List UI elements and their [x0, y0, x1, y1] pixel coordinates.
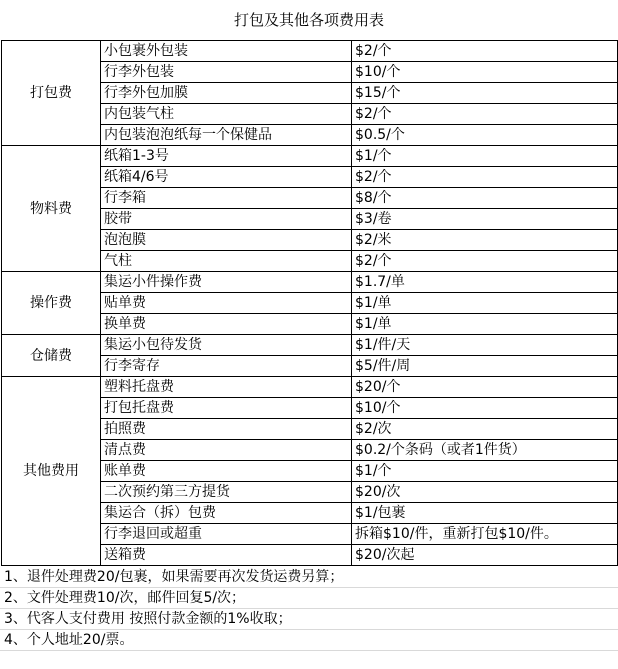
item-cell: 泡泡膜 — [101, 230, 352, 251]
price-cell: $10/个 — [352, 398, 618, 419]
item-cell: 拍照费 — [101, 419, 352, 440]
item-cell: 小包裹外包装 — [101, 41, 352, 62]
price-cell: $1/单 — [352, 293, 618, 314]
table-row — [2, 272, 618, 293]
note-line: 1、退件处理费20/包裹，如果需要再次发货运费另算； — [0, 567, 618, 588]
price-cell: $2/个 — [352, 251, 618, 272]
item-cell: 行李退回或超重 — [101, 524, 352, 545]
item-cell: 纸箱1-3号 — [101, 146, 352, 167]
item-cell: 气柱 — [101, 251, 352, 272]
price-cell: $2/个 — [352, 104, 618, 125]
item-cell: 内包装气柱 — [101, 104, 352, 125]
note-line: 2、文件处理费10/次，邮件回复5/次； — [0, 588, 618, 609]
item-cell: 内包装泡泡纸每一个保健品 — [101, 125, 352, 146]
item-cell: 清点费 — [101, 440, 352, 461]
note-line: 4、个人地址20/票。 — [0, 630, 618, 651]
table-row — [2, 146, 618, 167]
sheet-title: 打包及其他各项费用表 — [233, 11, 384, 29]
price-cell: $15/个 — [352, 83, 618, 104]
table-row — [2, 377, 618, 398]
price-cell: $20/个 — [352, 377, 618, 398]
price-cell: $5/件/周 — [352, 356, 618, 377]
table-row — [2, 41, 618, 62]
category-cell: 其他费用 — [2, 377, 101, 566]
price-cell: $1/个 — [352, 461, 618, 482]
price-cell: 拆箱$10/件，重新打包$10/件。 — [352, 524, 618, 545]
item-cell: 行李外包装 — [101, 62, 352, 83]
item-cell: 换单费 — [101, 314, 352, 335]
item-cell: 行李外包加膜 — [101, 83, 352, 104]
category-cell: 物料费 — [2, 146, 101, 272]
price-cell: $1/件/天 — [352, 335, 618, 356]
price-cell: $2/个 — [352, 167, 618, 188]
notes-section — [0, 567, 618, 651]
price-cell: $0.5/个 — [352, 125, 618, 146]
item-cell: 集运合（拆）包费 — [101, 503, 352, 524]
category-cell: 操作费 — [2, 272, 101, 335]
price-cell: $1.7/单 — [352, 272, 618, 293]
table-row — [2, 335, 618, 356]
item-cell: 二次预约第三方提货 — [101, 482, 352, 503]
price-cell: $0.2/个条码（或者1件货） — [352, 440, 618, 461]
price-cell: $10/个 — [352, 62, 618, 83]
item-cell: 胶带 — [101, 209, 352, 230]
price-cell: $1/个 — [352, 146, 618, 167]
item-cell: 贴单费 — [101, 293, 352, 314]
item-cell: 账单费 — [101, 461, 352, 482]
item-cell: 纸箱4/6号 — [101, 167, 352, 188]
price-cell: $20/次起 — [352, 545, 618, 566]
item-cell: 打包托盘费 — [101, 398, 352, 419]
price-cell: $1/包裹 — [352, 503, 618, 524]
item-cell: 集运小件操作费 — [101, 272, 352, 293]
price-cell: $1/单 — [352, 314, 618, 335]
price-cell: $3/卷 — [352, 209, 618, 230]
item-cell: 集运小包待发货 — [101, 335, 352, 356]
fee-table-body — [2, 41, 618, 566]
category-cell: 打包费 — [2, 41, 101, 146]
price-cell: $2/米 — [352, 230, 618, 251]
item-cell: 塑料托盘费 — [101, 377, 352, 398]
note-line: 3、代客人支付费用 按照付款金额的1%收取； — [0, 609, 618, 630]
price-cell: $8/个 — [352, 188, 618, 209]
price-cell: $2/次 — [352, 419, 618, 440]
item-cell: 行李箱 — [101, 188, 352, 209]
fee-table — [1, 40, 618, 566]
item-cell: 送箱费 — [101, 545, 352, 566]
price-cell: $2/个 — [352, 41, 618, 62]
category-cell: 仓储费 — [2, 335, 101, 377]
price-cell: $20/次 — [352, 482, 618, 503]
item-cell: 行李寄存 — [101, 356, 352, 377]
